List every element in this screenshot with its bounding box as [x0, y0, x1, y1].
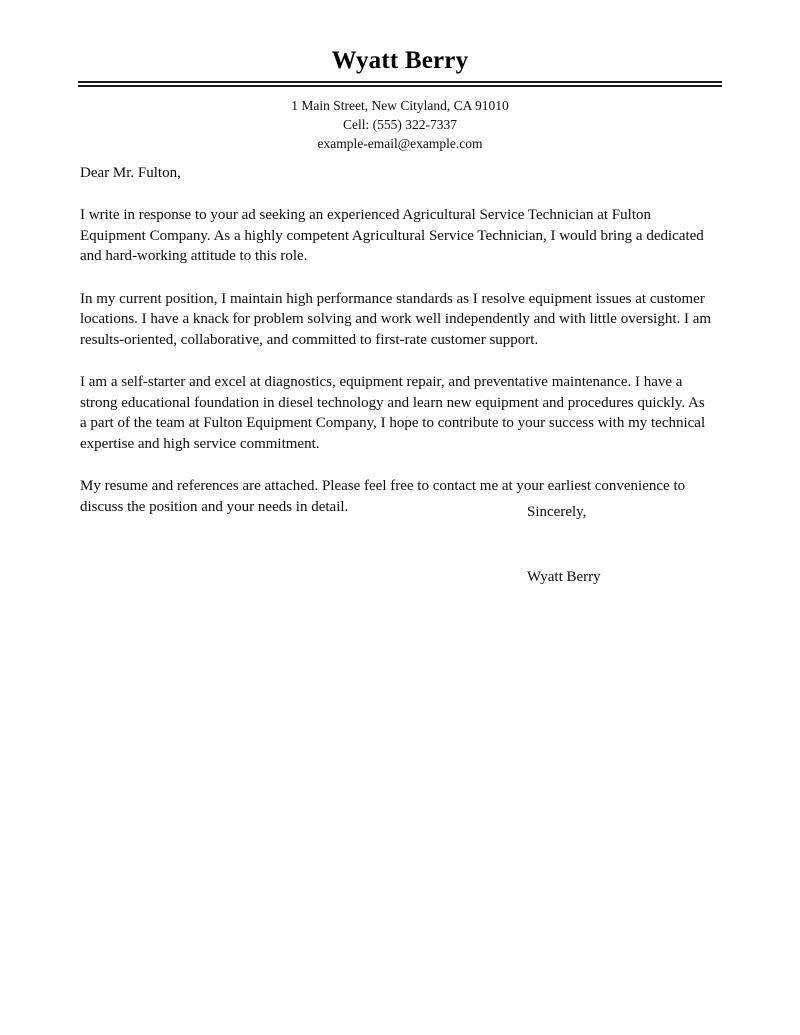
contact-email: example-email@example.com: [317, 136, 483, 151]
body-paragraph: I am a self-starter and excel at diagnostics, equipment repair, and preventative maintenance. I have a strong educational foundation in diesel technology and learn new equipment and procedures quickly. As a part of the team at Fulton Equipment Company, I hope to contribute to your success with my technical expertise and high service commitment.: [80, 374, 706, 452]
letter-body: [80, 163, 712, 539]
body-paragraph: In my current position, I maintain high performance standards as I resolve equipment issues at customer locations. I have a knack for problem solving and work well independently and with little oversight. I am results-oriented, collaborative, and committed to first-rate customer support.: [80, 290, 712, 348]
contact-phone: Cell: (555) 322-7337: [343, 117, 457, 132]
signature-block: [527, 502, 727, 587]
header-rule-bottom: [78, 85, 722, 87]
letterhead: [78, 48, 722, 87]
body-paragraph: My resume and references are attached. Please feel free to contact me at your earliest convenience to discuss the position and your needs in detail.: [80, 478, 686, 515]
page-title: Wyatt Berry: [331, 47, 469, 74]
contact-address: 1 Main Street, New Cityland, CA 91010: [291, 98, 509, 113]
signature-name: Wyatt Berry: [527, 569, 601, 585]
salutation: Dear Mr. Fulton,: [80, 165, 181, 181]
contact-block: [78, 96, 722, 153]
body-paragraph: I write in response to your ad seeking an experienced Agricultural Service Technician at Fulton Equipment Company. As a highly competent Agricultural Service Technician, I would bring a dedicated and hard-working attitude to this role.: [80, 207, 704, 264]
header-double-rule: [78, 79, 722, 87]
closing-salutation: Sincerely,: [527, 504, 587, 520]
